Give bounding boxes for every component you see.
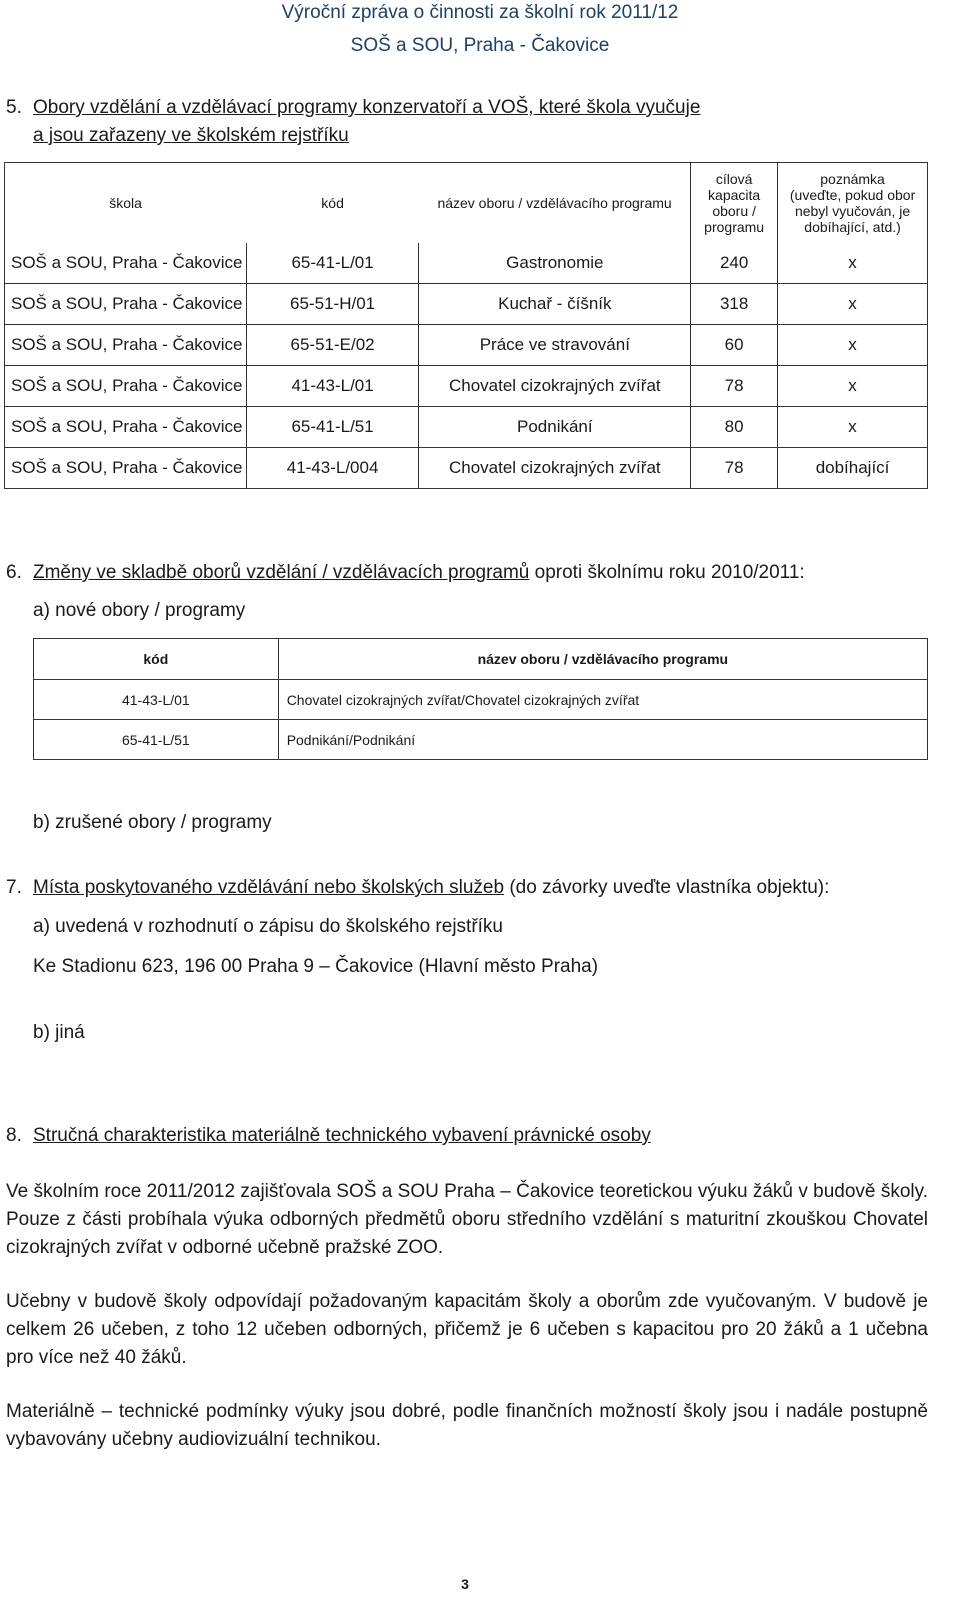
table-row: [5, 407, 928, 448]
section-8-paragraph-1: Ve školním roce 2011/2012 zajišťovala SOŠ a SOU Praha – Čakovice teoretickou výuku žáků v budově školy. Pouze z části probíhala výuka odborných předmětů oboru středního vzdělání s maturitní zkouškou Chovatel cizokrajných zvířat v odborné učebně pražské ZOO.: [6, 1181, 928, 1258]
cell-kod: 41-43-L/01: [246, 366, 419, 407]
header-kod: kód: [34, 639, 279, 680]
header-nazev: název oboru / vzdělávacího programu: [419, 163, 691, 244]
cell-poznamka: dobíhající: [778, 448, 928, 489]
section-7-a-label: a) uvedená v rozhodnutí o zápisu do školského rejstříku: [33, 916, 503, 937]
cell-poznamka: x: [778, 243, 928, 284]
section-5-title-line2: a jsou zařazeny ve školském rejstříku: [33, 125, 349, 146]
cell-nazev: Gastronomie: [419, 243, 691, 284]
table-row: [34, 680, 928, 720]
cell-skola: SOŠ a SOU, Praha - Čakovice: [5, 448, 247, 489]
section-6-b-label: b) zrušené obory / programy: [33, 812, 272, 833]
cell-skola: SOŠ a SOU, Praha - Čakovice: [5, 366, 247, 407]
header-kapacita: cílová kapacita oboru / programu: [691, 163, 778, 244]
section-7-title: [33, 877, 829, 899]
table-row: [5, 243, 928, 284]
section-6-number: 6.: [6, 562, 22, 583]
section-6-a-label: a) nové obory / programy: [33, 600, 246, 621]
section-8-paragraph-3: Materiálně – technické podmínky výuky jsou dobré, podle finančních možností školy jsou i nadále postupně vybavovány učebny audiovizuální technikou.: [6, 1401, 928, 1450]
report-header-school: SOŠ a SOU, Praha - Čakovice: [350, 35, 610, 56]
cell-nazev: Práce ve stravování: [419, 325, 691, 366]
cell-skola: SOŠ a SOU, Praha - Čakovice: [5, 243, 247, 284]
table-row: [5, 325, 928, 366]
cell-nazev: Chovatel cizokrajných zvířat: [419, 448, 691, 489]
cell-kapacita: 78: [691, 448, 778, 489]
header-skola: škola: [5, 163, 247, 244]
cell-skola: SOŠ a SOU, Praha - Čakovice: [5, 284, 247, 325]
table-row: [5, 366, 928, 407]
section-7-number: 7.: [6, 877, 22, 898]
cell-poznamka: x: [778, 407, 928, 448]
section-7-b-label: b) jiná: [33, 1022, 85, 1043]
cell-poznamka: x: [778, 284, 928, 325]
section-8-number: 8.: [6, 1125, 22, 1146]
table-header-row: [5, 163, 928, 244]
cell-nazev: Chovatel cizokrajných zvířat: [419, 366, 691, 407]
cell-kod: 41-43-L/004: [246, 448, 419, 489]
section-5-table: [4, 162, 928, 489]
table-header-row: [34, 639, 928, 680]
table-row: [5, 448, 928, 489]
cell-nazev: Podnikání: [419, 407, 691, 448]
cell-nazev: Chovatel cizokrajných zvířat/Chovatel cizokrajných zvířat: [278, 680, 927, 720]
cell-poznamka: x: [778, 325, 928, 366]
cell-skola: SOŠ a SOU, Praha - Čakovice: [5, 325, 247, 366]
page-number: 3: [461, 1576, 469, 1592]
cell-kapacita: 318: [691, 284, 778, 325]
cell-skola: SOŠ a SOU, Praha - Čakovice: [5, 407, 247, 448]
cell-kapacita: 60: [691, 325, 778, 366]
cell-nazev: Kuchař - číšník: [419, 284, 691, 325]
header-nazev: název oboru / vzdělávacího programu: [278, 639, 927, 680]
section-5-number: 5.: [6, 97, 22, 118]
cell-poznamka: x: [778, 366, 928, 407]
cell-kod: 65-51-H/01: [246, 284, 419, 325]
cell-kapacita: 80: [691, 407, 778, 448]
section-6-new-programs-table: [33, 638, 928, 760]
section-8-title: Stručná charakteristika materiálně technického vybavení právnické osoby: [33, 1125, 651, 1146]
section-6-title-rest: oproti školnímu roku 2010/2011:: [529, 562, 805, 583]
table-row: [5, 284, 928, 325]
cell-kod: 65-41-L/51: [246, 407, 419, 448]
header-kod: kód: [246, 163, 419, 244]
table-row: [34, 720, 928, 760]
section-7-title-underlined: Místa poskytovaného vzdělávání nebo školských služeb: [33, 877, 505, 898]
cell-kapacita: 240: [691, 243, 778, 284]
cell-kapacita: 78: [691, 366, 778, 407]
cell-kod: 41-43-L/01: [34, 680, 279, 720]
section-6-title-underlined: Změny ve skladbě oborů vzdělání / vzdělávacích programů: [33, 562, 530, 583]
section-7-title-rest: (do závorky uveďte vlastníka objektu):: [504, 877, 830, 898]
report-header-title: Výroční zpráva o činnosti za školní rok 2011/12: [281, 2, 679, 23]
section-8-paragraph-2: Učebny v budově školy odpovídají požadovaným kapacitám školy a oborům zde vyučovaným. V budově je celkem 26 učeben, z toho 12 učeben odborných, přičemž je 6 učeben s kapacitou pro 20 žáků a 1 učebna pro více než 40 žáků.: [6, 1291, 928, 1368]
section-5-title-line1: Obory vzdělání a vzdělávací programy konzervatoří a VOŠ, které škola vyučuje: [33, 97, 701, 118]
header-poznamka: poznámka (uveďte, pokud obor nebyl vyučován, je dobíhající, atd.): [778, 163, 928, 244]
cell-kod: 65-41-L/51: [34, 720, 279, 760]
section-7-address: Ke Stadionu 623, 196 00 Praha 9 – Čakovice (Hlavní město Praha): [33, 956, 599, 977]
cell-kod: 65-51-E/02: [246, 325, 419, 366]
section-6-title: [33, 562, 805, 584]
cell-kod: 65-41-L/01: [246, 243, 419, 284]
cell-nazev: Podnikání/Podnikání: [278, 720, 927, 760]
